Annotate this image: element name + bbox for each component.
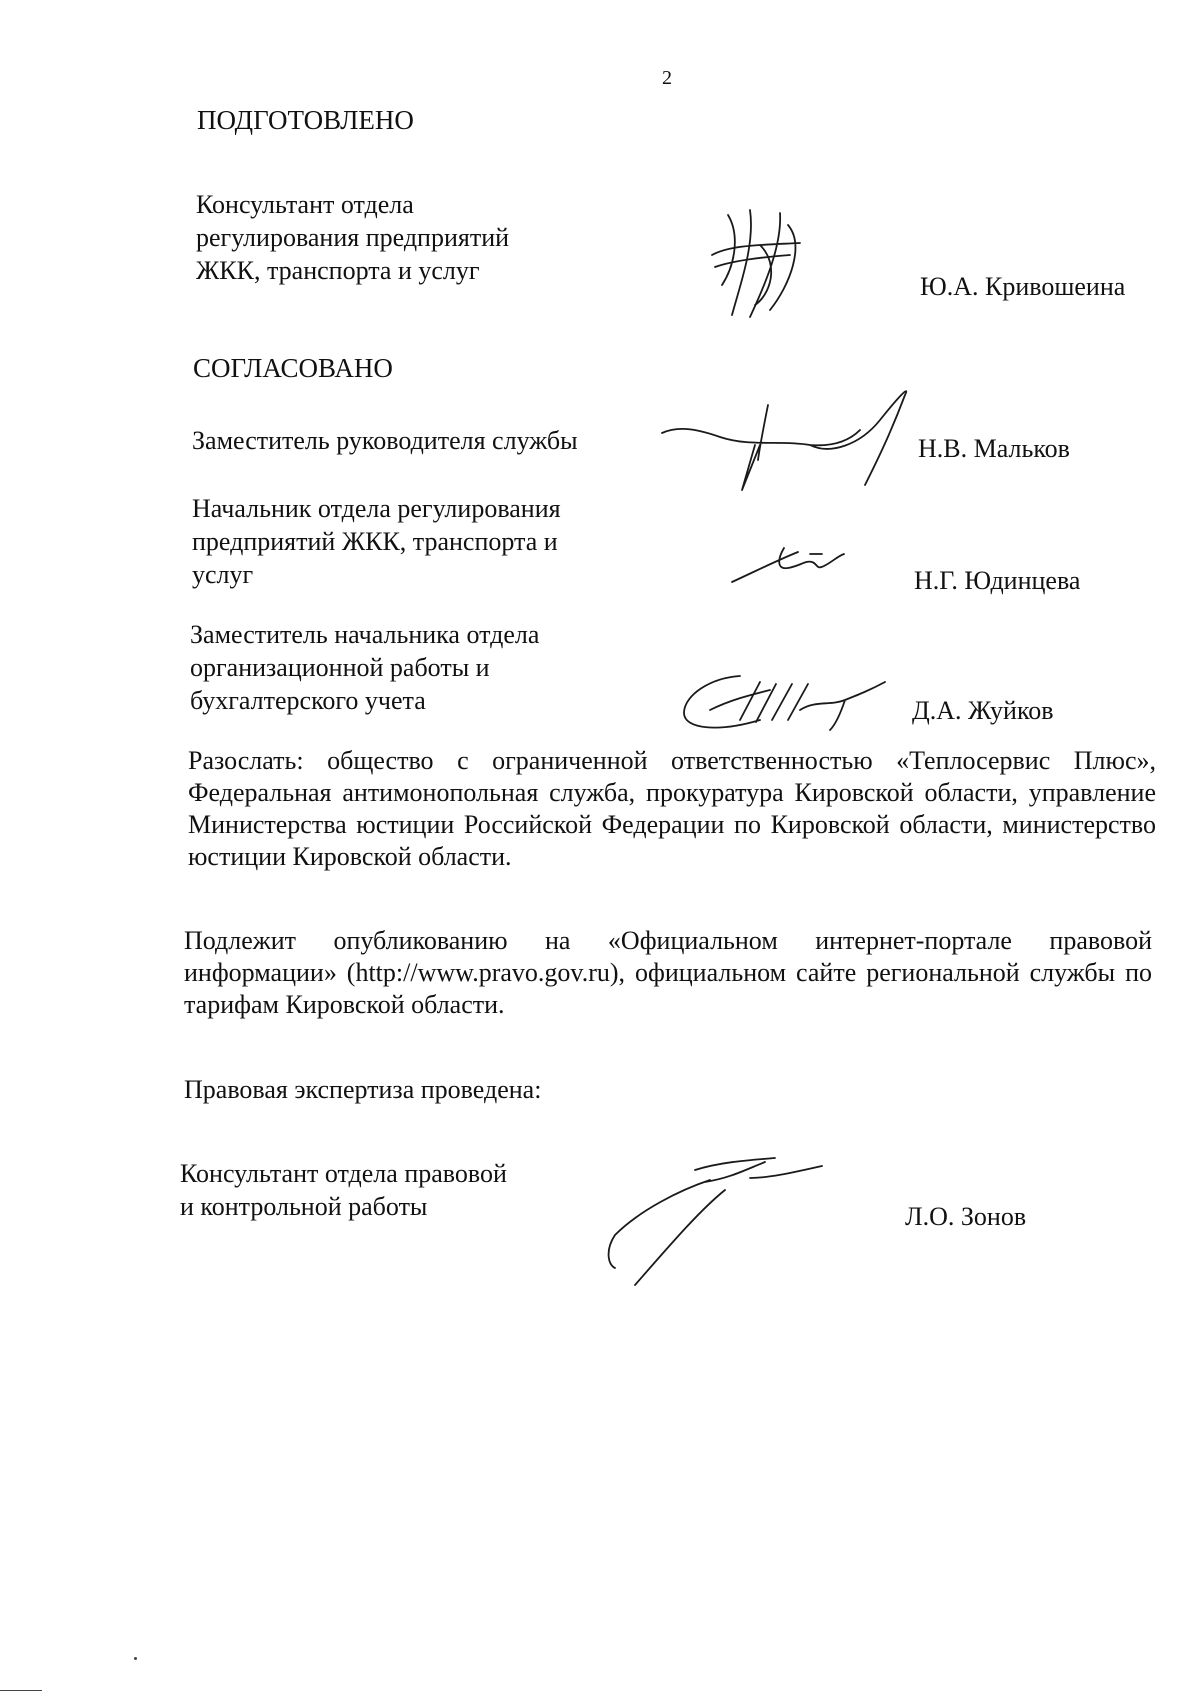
publication-text: Подлежит опубликованию на «Официальном интернет-портале правовой информации» (http://www.pravo.gov.ru), официальном сайте региональной службы по тарифам Кировской области. — [184, 926, 1152, 1019]
agreed-position-3: Заместитель начальника отдела организационной работы и бухгалтерского учета — [190, 620, 540, 715]
agreed-position-1: Заместитель руководителя службы — [192, 426, 578, 455]
legal-review-heading: Правовая экспертиза проведена: — [184, 1075, 542, 1104]
prepared-position: Консультант отдела регулирования предприятий ЖКК, транспорта и услуг — [196, 190, 510, 285]
agreed-name-1: Н.В. Мальков — [918, 434, 1070, 463]
prepared-name: Ю.А. Кривошеина — [920, 272, 1126, 301]
agreed-position-2: Начальник отдела регулирования предприятий ЖКК, транспорта и услуг — [192, 494, 561, 589]
signature-zhuikov — [680, 670, 890, 740]
scan-speck — [134, 1657, 137, 1660]
signature-krivosheina — [710, 205, 820, 325]
agreed-name-2: Н.Г. Юдинцева — [914, 566, 1081, 595]
prepared-heading: ПОДГОТОВЛЕНО — [197, 105, 414, 135]
scan-edge-line — [0, 1690, 42, 1691]
signature-zonov — [600, 1150, 830, 1290]
distribution-text: Разослать: общество с ограниченной ответственностью «Теплосервис Плюс», Федеральная антимонопольная служба, прокуратура Кировской области, управление Министерства юстиции Российской Федерации по Кировской области, министерство юстиции Кировской области. — [188, 746, 1156, 871]
agreed-name-3: Д.А. Жуйков — [912, 696, 1054, 725]
page-number: 2 — [662, 67, 672, 89]
agreed-heading: СОГЛАСОВАНО — [193, 353, 393, 383]
signature-malkov — [660, 385, 930, 495]
signature-yudintseva — [728, 540, 848, 590]
legal-review-position: Консультант отдела правовой и контрольной работы — [180, 1159, 507, 1221]
legal-review-name: Л.О. Зонов — [905, 1202, 1027, 1231]
